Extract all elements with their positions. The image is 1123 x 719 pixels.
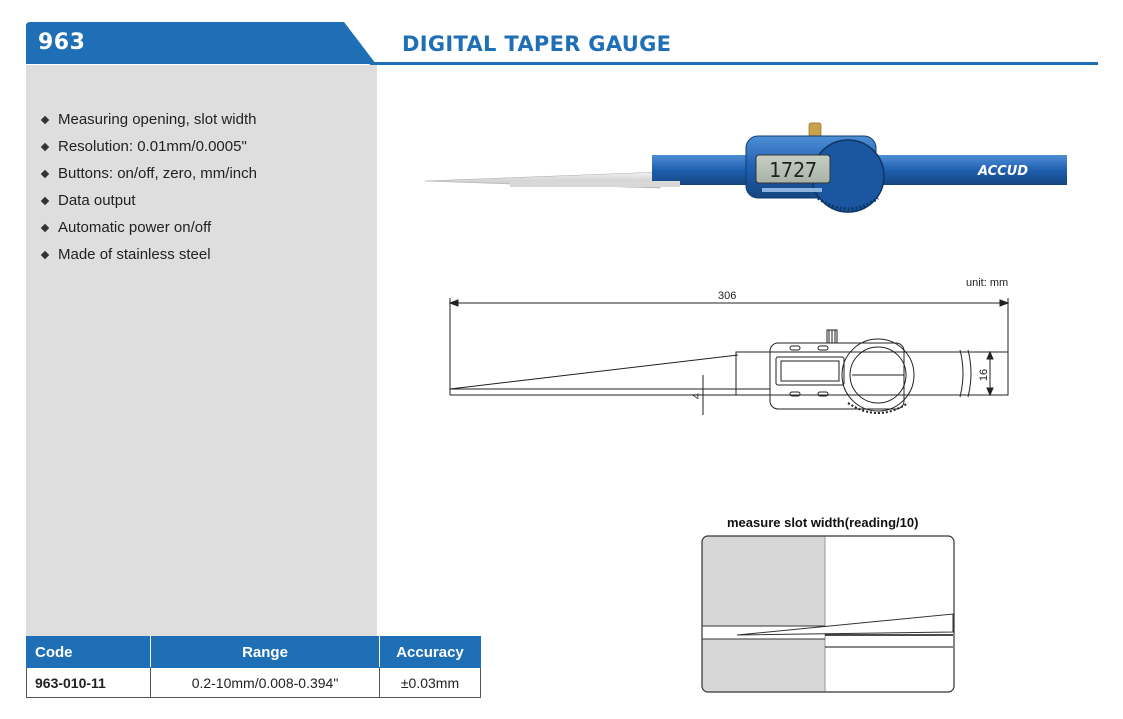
- table-header-range: Range: [151, 637, 380, 668]
- feature-item: Resolution: 0.01mm/0.0005": [40, 133, 257, 160]
- feature-item: Measuring opening, slot width: [40, 106, 257, 133]
- feature-item: Automatic power on/off: [40, 214, 257, 241]
- feature-item: Buttons: on/off, zero, mm/inch: [40, 160, 257, 187]
- table-header-accuracy: Accuracy: [380, 637, 481, 668]
- cell-code: 963-010-11: [27, 668, 151, 698]
- page-title: DIGITAL TAPER GAUGE: [402, 32, 672, 56]
- dimension-height: 16: [978, 368, 990, 382]
- brand-logo: ACCUD: [977, 164, 1029, 179]
- slot-diagram-title: measure slot width(reading/10): [727, 515, 919, 530]
- feature-list: [40, 106, 257, 268]
- table-header-code: Code: [27, 637, 151, 668]
- cell-range: 0.2-10mm/0.008-0.394": [151, 668, 380, 698]
- model-number: 963: [38, 30, 86, 55]
- unit-label: unit: mm: [966, 277, 1009, 289]
- cell-accuracy: ±0.03mm: [380, 668, 481, 698]
- dimension-length: 306: [718, 290, 737, 302]
- dimension-tip: 4: [691, 392, 703, 400]
- header-rule: [370, 62, 1098, 65]
- feature-item: Made of stainless steel: [40, 241, 257, 268]
- spec-table: [26, 636, 481, 698]
- table-row: [27, 668, 481, 698]
- product-photo: [420, 118, 1070, 223]
- slot-diagram: [701, 535, 956, 695]
- technical-drawing: [440, 295, 1025, 440]
- feature-item: Data output: [40, 187, 257, 214]
- display-reading: 1727: [768, 158, 818, 182]
